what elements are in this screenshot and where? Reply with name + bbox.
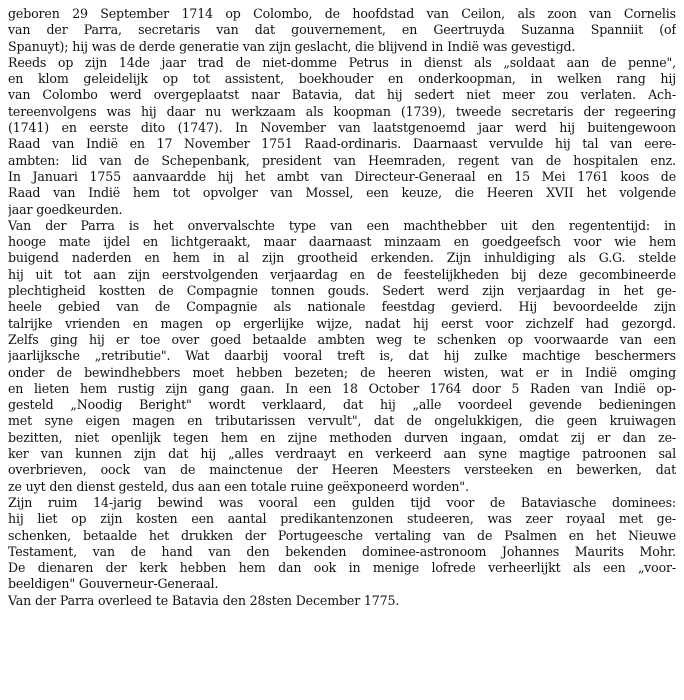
body-text	[8, 6, 676, 609]
text-line: Zelfs ging hij er toe over goed betaalde ambten weg te schenken op voorwaarde van een	[8, 331, 676, 347]
text-line: Raad van Indië hem tot opvolger van Mossel, een keuze, die Heeren XVII het volgende	[8, 185, 676, 201]
text-line: en klom geleidelijk op tot assistent, boekhouder en onderkoopman, in welken rang hij	[8, 71, 676, 87]
text-line: onder de bewindhebbers moet hebben bezeten; de heeren wisten, wat er in Indië omging	[8, 364, 676, 380]
text-line: heele gebied van de Compagnie als nationale feestdag gevierd. Hij bevoordeelde zijn	[8, 299, 676, 315]
text-line: schenken, betaalde het drukken der Portugeesche vertaling van de Psalmen en het Nieuwe	[8, 527, 676, 543]
text-line: met syne eigen magen en tributarissen vervult", dat de ongelukkigen, die geen kruiwagen	[8, 413, 676, 429]
text-line: tereenvolgens was hij daar nu werkzaam als koopman (1739), tweede secretaris der regeering	[8, 103, 676, 119]
text-line: Spanuyt); hij was de derde generatie van zijn geslacht, die blijvend in Indië was gevestigd.	[8, 38, 576, 54]
text-line: van Colombo werd overgeplaatst naar Batavia, dat hij sedert niet meer zou verlaten. Ach-	[8, 87, 676, 103]
text-line: hij liet op zijn kosten een aantal predikantenzonen studeeren, was zeer royaal met ge-	[8, 511, 676, 527]
text-line: Van der Parra is het onvervalschte type van een machthebber uit den regententijd: in	[8, 217, 676, 233]
text-line: buigend naderden en hem in al zijn grootheid erkenden. Zijn inhuldiging als G.G. stelde	[8, 250, 676, 266]
text-line: Van der Parra overleed te Batavia den 28sten December 1775.	[8, 592, 400, 608]
text-line: jaarlijksche „retributie". Wat daarbij vooral treft is, dat hij zulke machtige beschermers	[8, 348, 676, 364]
text-line: hooge mate ijdel en lichtgeraakt, maar daarnaast minzaam en goedgeefsch voor wie hem	[8, 234, 676, 250]
text-line: jaar goedkeurden.	[8, 201, 123, 217]
text-line: overbrieven, oock van de mainctenue der Heeren Meesters versteeken en bewerken, dat	[8, 462, 676, 478]
text-line: Reeds op zijn 14de jaar trad de niet-domme Petrus in dienst als „soldaat aan de penne",	[8, 54, 676, 70]
text-line: plechtigheid kostten de Compagnie tonnen gouds. Sedert werd zijn verjaardag in het ge-	[8, 283, 676, 299]
text-line: en lieten hem rustig zijn gang gaan. In een 18 October 1764 door 5 Raden van Indië op-	[8, 380, 676, 396]
text-line: Zijn ruim 14-jarig bewind was vooral een gulden tijd voor de Bataviasche dominees:	[8, 494, 676, 510]
text-line: beeldigen" Gouverneur-Generaal.	[8, 576, 219, 592]
text-line: talrijke vrienden en magen op ergerlijke wijze, nadat hij eerst voor zichzelf had gezorgd.	[8, 315, 676, 331]
text-line: bezitten, niet openlijk tegen hem en zijne methoden durven ingaan, omdat zij er dan ze-	[8, 429, 676, 445]
text-line: ker van kunnen zijn dat hij „alles verdraayt en verkeerd aan syne magtige patroonen sal	[8, 446, 676, 462]
text-line: (1741) en eerste dito (1747). In November van laatstgenoemd jaar werd hij buitengewoon	[8, 120, 676, 136]
text-line: geboren 29 September 1714 op Colombo, de hoofdstad van Ceilon, als zoon van Cornelis	[8, 6, 676, 21]
text-line: Testament, van de hand van den bekenden dominee-astronoom Johannes Maurits Mohr.	[8, 543, 676, 559]
text-line: In Januari 1755 aanvaardde hij het ambt van Directeur-Generaal en 15 Mei 1761 koos de	[8, 168, 676, 184]
text-line: hij uit tot aan zijn eerstvolgenden verjaardag en de feestelijkheden bij deze gecombineerde	[8, 266, 676, 282]
text-line: van der Parra, secretaris van dat gouvernement, en Geertruyda Suzanna Spanniit (of	[8, 22, 676, 38]
text-line: ze uyt den dienst gesteld, dus aan een totale ruine geëxponeerd worden".	[8, 478, 469, 494]
text-line: gesteld „Noodig Beright" wordt verklaard, dat hij „alle voordeel gevende bedieningen	[8, 397, 676, 413]
text-line: De dienaren der kerk hebben hem dan ook in menige lofrede verheerlijkt als een „voor-	[8, 560, 676, 576]
text-line: Raad van Indië en 17 November 1751 Raad-ordinaris. Daarnaast vervulde hij tal van eere-	[8, 136, 676, 152]
text-line: ambten: lid van de Schepenbank, president van Heemraden, regent van de hospitalen enz.	[8, 152, 676, 168]
